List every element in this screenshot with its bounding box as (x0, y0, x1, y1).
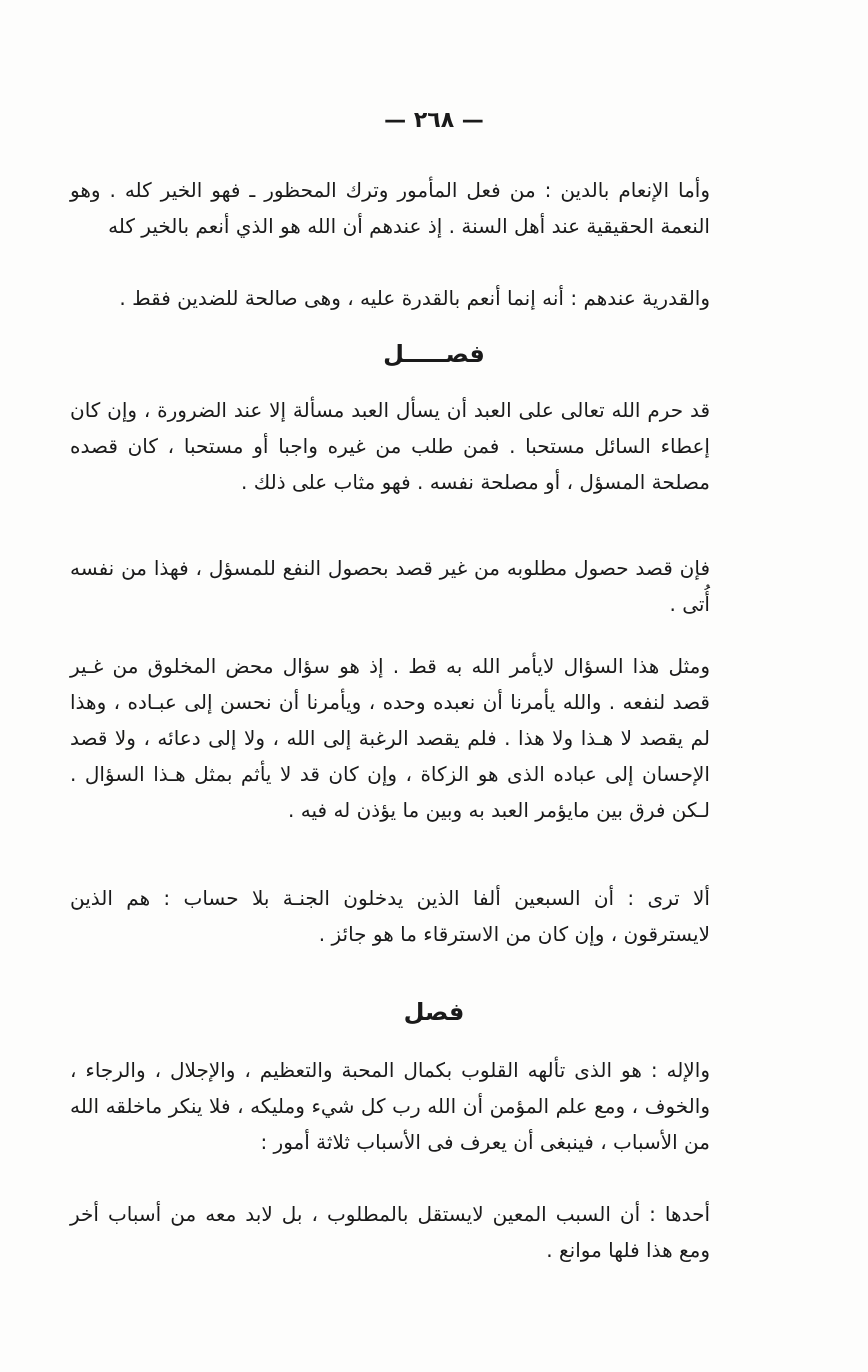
paragraph-text: وأما الإنعام بالدين : من فعل المأمور وترك المحظور ـ فهو الخير كله . وهو النعمة الحقيقية عند أهل السنة . إذ عندهم أن الله هو الذي أنعم بالخير كله (70, 178, 710, 238)
page-number: — ٢٦٨ — (384, 108, 484, 133)
section-heading: فصل (403, 998, 465, 1026)
paragraph-qadariyya (70, 280, 710, 316)
section-heading: فصـــــل (383, 340, 485, 368)
paragraph-text: ومثل هذا السؤال لايأمر الله به قط . إذ هو سؤال محض المخلوق من غـير قصد لنفعه . والله يأمرنا أن نعبده وحده ، ويأمرنا أن نحسن إلى عبـاده ، وهذا لم يقصد لا هـذا ولا هذا . فلم يقصد الرغبة إلى الله ، ولا إلى دعائه ، ولا قصد الإحسان إلى عباده الذى هو الزكاة ، وإن كان قد لا يأثم بمثل هـذا السؤال . لـكن فرق بين مايؤمر العبد به وبين ما يؤذن له فيه . (70, 654, 710, 822)
paragraph-such-asking (70, 648, 710, 828)
paragraph-text: أحدها : أن السبب المعين لايستقل بالمطلوب ، بل لابد معه من أسباب أخر ومع هذا فلها موانع . (70, 1202, 710, 1262)
paragraph-first-matter (70, 1196, 710, 1268)
paragraph-text: فإن قصد حصول مطلوبه من غير قصد بحصول النفع للمسؤل ، فهذا من نفسه أُتى . (70, 556, 710, 616)
paragraph-text: والإله : هو الذى تألهه القلوب بكمال المحبة والتعظيم ، والإجلال ، والرجاء ، والخوف ، ومع علم المؤمن أن الله رب كل شيء ومليكه ، فلا ينكر ماخلقه الله من الأسباب ، فينبغى أن يعرف فى الأسباب ثلاثة أمور : (70, 1058, 710, 1154)
paragraph-asking-forbidden (70, 392, 710, 500)
paragraph-text: والقدرية عندهم : أنه إنما أنعم بالقدرة عليه ، وهى صالحة للضدين فقط . (119, 286, 710, 310)
paragraph-text: ألا ترى : أن السبعين ألفا الذين يدخلون الجنـة بلا حساب : هم الذين لايسترقون ، وإن كان من الاسترقاء ما هو جائز . (70, 886, 710, 946)
paragraph-the-deity (70, 1052, 710, 1160)
paragraph-blessing-of-religion (70, 172, 710, 244)
paragraph-seventy-thousand (70, 880, 710, 952)
paragraph-text: قد حرم الله تعالى على العبد أن يسأل العبد مسألة إلا عند الضرورة ، وإن كان إعطاء السائل مستحبا . فمن طلب من غيره واجبا أو مستحبا ، كان قصده مصلحة المسؤل ، أو مصلحة نفسه . فهو مثاب على ذلك . (70, 398, 710, 494)
paragraph-self-interest (70, 550, 710, 622)
